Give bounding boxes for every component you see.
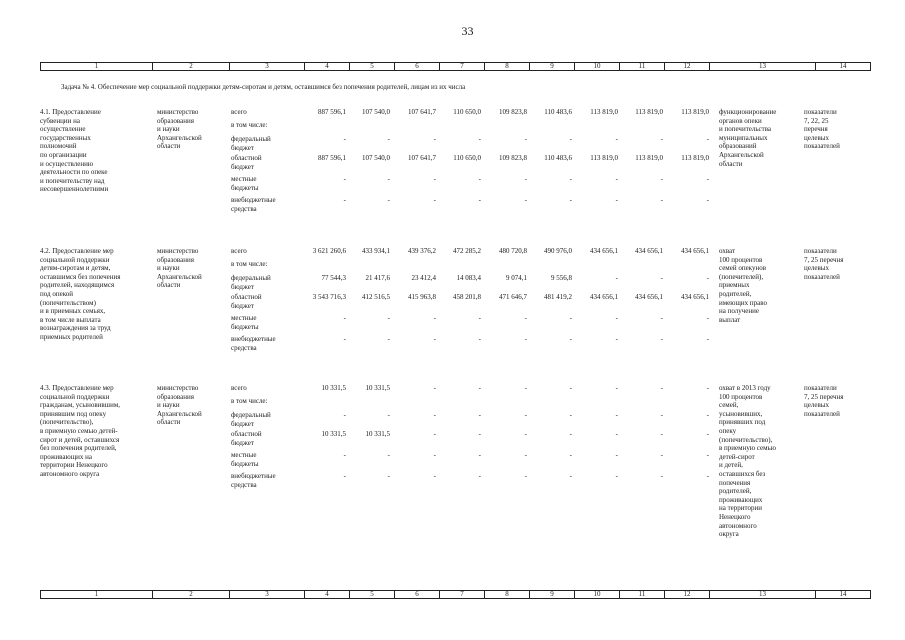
funding-amount: 109 823,8: [499, 154, 527, 162]
funding-amount: -: [343, 135, 346, 143]
funding-amount: -: [433, 175, 436, 183]
funding-amount: -: [660, 196, 663, 204]
column-number-cell: 7: [440, 591, 485, 599]
funding-amount: -: [569, 196, 572, 204]
funding-amount: -: [343, 335, 346, 343]
funding-amount: -: [478, 135, 481, 143]
funding-amount: 490 976,0: [544, 247, 572, 255]
funding-amount: -: [660, 411, 663, 419]
funding-amount: -: [524, 196, 527, 204]
funding-amount: 21 417,6: [365, 274, 390, 282]
column-number-cell: 1: [41, 591, 153, 599]
funding-amount: 10 331,5: [365, 430, 390, 438]
funding-source-label: в том числе:: [231, 260, 268, 268]
funding-amount: -: [478, 430, 481, 438]
funding-amount: -: [343, 472, 346, 480]
column-number-cell: 4: [305, 591, 350, 599]
funding-source-label: местные бюджеты: [231, 451, 259, 468]
funding-amount: -: [706, 274, 709, 282]
funding-amount: 110 650,0: [453, 108, 481, 116]
funding-amount: -: [569, 472, 572, 480]
funding-amount: -: [615, 274, 618, 282]
funding-amount: 9 556,8: [551, 274, 572, 282]
funding-amount: -: [524, 472, 527, 480]
funding-amount: -: [478, 314, 481, 322]
funding-amount: 110 483,6: [544, 154, 572, 162]
column-number-cell: 14: [816, 63, 871, 71]
funding-amount: -: [660, 335, 663, 343]
funding-amount: -: [615, 451, 618, 459]
funding-amount: -: [343, 175, 346, 183]
funding-amount: -: [478, 472, 481, 480]
funding-amount: -: [433, 314, 436, 322]
funding-amount: -: [615, 175, 618, 183]
funding-amount: -: [478, 196, 481, 204]
target-indicators: показатели 7, 25 перечня целевых показателей: [804, 247, 844, 281]
funding-source-label: местные бюджеты: [231, 175, 259, 192]
funding-amount: 415 963,8: [408, 293, 436, 301]
funding-amount: -: [433, 384, 436, 392]
funding-amount: -: [433, 451, 436, 459]
funding-amount: -: [524, 451, 527, 459]
executor-name: министерство образования и науки Архангельской области: [157, 247, 202, 290]
funding-amount: -: [569, 384, 572, 392]
funding-amount: -: [524, 430, 527, 438]
funding-source-label: внебюджетные средства: [231, 196, 276, 213]
column-number-header-top: [40, 62, 871, 71]
funding-amount: -: [660, 472, 663, 480]
funding-amount: -: [343, 314, 346, 322]
funding-amount: 113 819,0: [681, 108, 709, 116]
funding-amount: -: [478, 451, 481, 459]
funding-amount: 107 540,0: [362, 108, 390, 116]
funding-amount: -: [706, 314, 709, 322]
funding-amount: 10 331,5: [321, 430, 346, 438]
funding-amount: -: [706, 175, 709, 183]
column-number-cell: 4: [305, 63, 350, 71]
funding-source-label: областной бюджет: [231, 154, 262, 171]
funding-amount: -: [387, 314, 390, 322]
funding-amount: -: [478, 384, 481, 392]
funding-source-label: федеральный бюджет: [231, 274, 271, 291]
funding-amount: -: [433, 472, 436, 480]
funding-source-label: всего: [231, 384, 247, 392]
funding-amount: -: [343, 451, 346, 459]
funding-amount: 412 516,5: [362, 293, 390, 301]
funding-amount: -: [615, 430, 618, 438]
funding-amount: -: [615, 335, 618, 343]
activity-name: 4.3. Предоставление мер социальной поддержки гражданам, усыновившим, принявшим под опеку (попечительство), в приемную семью детей- сирот и детей, оставшихся без попечения родителей, проживающих на территории Ненецкого автономного округа: [40, 384, 120, 478]
funding-amount: -: [433, 430, 436, 438]
funding-amount: -: [524, 335, 527, 343]
funding-source-label: внебюджетные средства: [231, 472, 276, 489]
funding-amount: -: [706, 335, 709, 343]
funding-amount: 887 596,1: [318, 154, 346, 162]
funding-amount: -: [569, 314, 572, 322]
funding-amount: -: [433, 335, 436, 343]
funding-amount: 481 419,2: [544, 293, 572, 301]
funding-amount: -: [433, 196, 436, 204]
funding-amount: 9 074,1: [506, 274, 527, 282]
funding-amount: 23 412,4: [411, 274, 436, 282]
funding-source-label: всего: [231, 247, 247, 255]
column-number-cell: 14: [816, 591, 871, 599]
funding-source-label: федеральный бюджет: [231, 411, 271, 428]
funding-amount: 434 656,1: [590, 247, 618, 255]
funding-amount: -: [524, 314, 527, 322]
funding-amount: -: [615, 196, 618, 204]
executor-name: министерство образования и науки Архангельской области: [157, 384, 202, 427]
funding-amount: -: [343, 196, 346, 204]
column-number-cell: 6: [395, 591, 440, 599]
funding-amount: -: [569, 175, 572, 183]
column-number-cell: 6: [395, 63, 440, 71]
funding-amount: 113 819,0: [635, 154, 663, 162]
funding-source-label: всего: [231, 108, 247, 116]
funding-amount: 107 540,0: [362, 154, 390, 162]
funding-amount: -: [387, 472, 390, 480]
funding-amount: 110 650,0: [453, 154, 481, 162]
funding-amount: -: [660, 135, 663, 143]
funding-amount: -: [660, 175, 663, 183]
funding-amount: 10 331,5: [321, 384, 346, 392]
expected-result: функционирование органов опеки и попечительства муниципальных образований Архангельской области: [719, 108, 777, 168]
activity-name: 4.2. Предоставление мер социальной поддержки детям-сиротам и детям, оставшимся без попечения родителей, находящимся под опекой (попечительством) и в приемных семьях, в том числе выплата вознаграждения за труд приемных родителей: [40, 247, 121, 341]
funding-source-label: федеральный бюджет: [231, 135, 271, 152]
funding-amount: -: [524, 384, 527, 392]
target-indicators: показатели 7, 25 перечня целевых показателей: [804, 384, 844, 418]
executor-name: министерство образования и науки Архангельской области: [157, 108, 202, 151]
funding-amount: -: [615, 135, 618, 143]
funding-amount: 107 641,7: [408, 108, 436, 116]
funding-amount: 434 656,1: [635, 247, 663, 255]
funding-amount: -: [343, 411, 346, 419]
funding-amount: -: [706, 451, 709, 459]
funding-amount: 3 621 260,6: [312, 247, 346, 255]
funding-amount: -: [706, 430, 709, 438]
funding-amount: 434 656,1: [590, 293, 618, 301]
funding-amount: -: [706, 472, 709, 480]
column-number-cell: 12: [665, 591, 710, 599]
funding-amount: 109 823,8: [499, 108, 527, 116]
funding-source-label: в том числе:: [231, 121, 268, 129]
column-number-cell: 2: [153, 591, 230, 599]
target-indicators: показатели 7, 22, 25 перечня целевых показателей: [804, 108, 840, 151]
funding-amount: 439 376,2: [408, 247, 436, 255]
funding-source-label: внебюджетные средства: [231, 335, 276, 352]
funding-amount: 113 819,0: [635, 108, 663, 116]
expected-result: охват в 2013 году 100 процентов семей, усыновивших, принявших под опеку (попечительство), в приемную семью детей-сирот и детей, оставшихся без попечения родителей, проживающих на территории Ненецкого автономного округа: [719, 384, 776, 539]
funding-amount: 434 656,1: [681, 293, 709, 301]
funding-amount: 458 201,8: [453, 293, 481, 301]
funding-amount: -: [706, 135, 709, 143]
funding-amount: 472 285,2: [453, 247, 481, 255]
funding-amount: -: [387, 335, 390, 343]
column-number-header-bottom: [40, 590, 871, 599]
column-number-cell: 3: [230, 591, 305, 599]
column-number-cell: 3: [230, 63, 305, 71]
funding-amount: -: [660, 384, 663, 392]
funding-amount: -: [478, 411, 481, 419]
funding-amount: 113 819,0: [590, 154, 618, 162]
funding-source-label: в том числе:: [231, 397, 268, 405]
expected-result: охват 100 процентов семей опекунов (попечителей), приемных родителей, имеющих право на получение выплат: [719, 247, 768, 324]
funding-amount: -: [615, 411, 618, 419]
funding-amount: 10 331,5: [365, 384, 390, 392]
funding-amount: -: [569, 430, 572, 438]
column-number-cell: 13: [710, 63, 816, 71]
funding-amount: -: [660, 451, 663, 459]
funding-amount: -: [615, 472, 618, 480]
funding-amount: -: [433, 135, 436, 143]
page-number: 33: [461, 24, 474, 38]
activity-name: 4.1. Предоставление субвенции на осуществление государственных полномочий по организации и осуществлению деятельности по опеке и попечительству над несовершеннолетними: [40, 108, 109, 194]
funding-amount: 887 596,1: [318, 108, 346, 116]
column-number-cell: 5: [350, 63, 395, 71]
column-number-cell: 5: [350, 591, 395, 599]
funding-amount: -: [706, 411, 709, 419]
funding-amount: -: [387, 411, 390, 419]
column-number-cell: 2: [153, 63, 230, 71]
funding-amount: -: [706, 384, 709, 392]
funding-amount: -: [569, 451, 572, 459]
funding-amount: 113 819,0: [590, 108, 618, 116]
funding-amount: -: [433, 411, 436, 419]
funding-source-label: местные бюджеты: [231, 314, 259, 331]
task-title: Задача № 4. Обеспечение мер социальной поддержки детям-сиротам и детям, оставшимся без попечения родителей, лицам из их числа: [61, 83, 466, 91]
funding-amount: 77 544,3: [321, 274, 346, 282]
funding-amount: -: [569, 135, 572, 143]
funding-amount: -: [660, 274, 663, 282]
funding-amount: 107 641,7: [408, 154, 436, 162]
funding-amount: -: [387, 196, 390, 204]
column-number-cell: 12: [665, 63, 710, 71]
funding-amount: -: [569, 411, 572, 419]
column-number-cell: 1: [41, 63, 153, 71]
funding-amount: -: [615, 384, 618, 392]
column-number-cell: 13: [710, 591, 816, 599]
column-number-cell: 9: [530, 591, 575, 599]
funding-amount: 434 656,1: [635, 293, 663, 301]
funding-amount: -: [706, 196, 709, 204]
funding-amount: -: [569, 335, 572, 343]
funding-amount: 113 819,0: [681, 154, 709, 162]
column-number-cell: 11: [620, 591, 665, 599]
funding-amount: 434 656,1: [681, 247, 709, 255]
funding-amount: -: [524, 411, 527, 419]
funding-amount: -: [524, 175, 527, 183]
funding-amount: -: [524, 135, 527, 143]
funding-amount: 480 720,8: [499, 247, 527, 255]
funding-source-label: областной бюджет: [231, 293, 262, 310]
funding-amount: 3 543 716,3: [312, 293, 346, 301]
column-number-cell: 8: [485, 591, 530, 599]
funding-source-label: областной бюджет: [231, 430, 262, 447]
column-number-cell: 11: [620, 63, 665, 71]
funding-amount: -: [387, 451, 390, 459]
funding-amount: 471 646,7: [499, 293, 527, 301]
funding-amount: 14 083,4: [456, 274, 481, 282]
column-number-cell: 10: [575, 63, 620, 71]
funding-amount: -: [660, 314, 663, 322]
column-number-cell: 9: [530, 63, 575, 71]
funding-amount: -: [478, 335, 481, 343]
column-number-cell: 8: [485, 63, 530, 71]
funding-amount: -: [387, 135, 390, 143]
funding-amount: -: [478, 175, 481, 183]
funding-amount: 433 934,1: [362, 247, 390, 255]
funding-amount: -: [615, 314, 618, 322]
column-number-cell: 7: [440, 63, 485, 71]
funding-amount: -: [660, 430, 663, 438]
funding-amount: 110 483,6: [544, 108, 572, 116]
funding-amount: -: [387, 175, 390, 183]
column-number-cell: 10: [575, 591, 620, 599]
